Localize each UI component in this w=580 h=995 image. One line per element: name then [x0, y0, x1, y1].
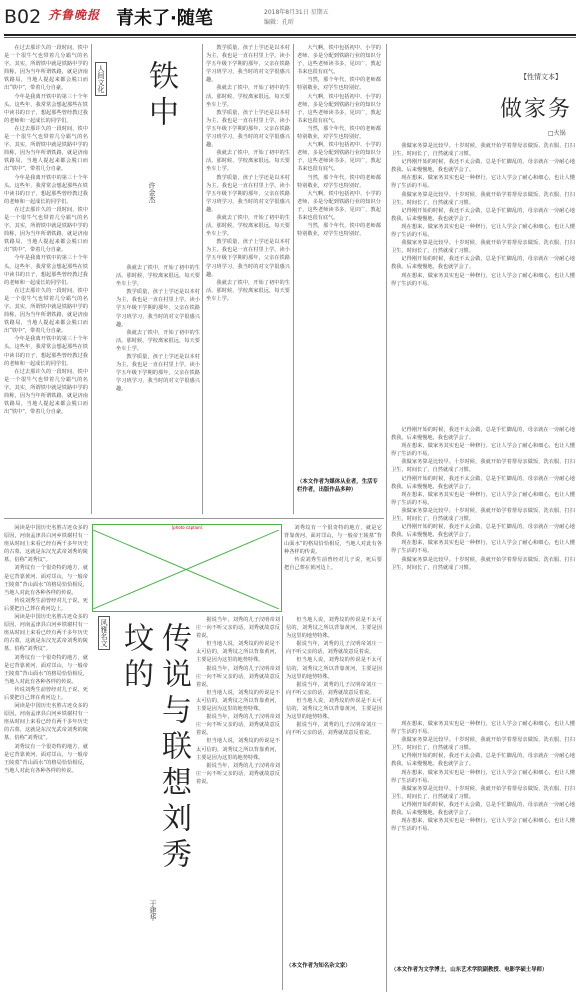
iron-title: 铁中	[143, 60, 178, 132]
header-rule	[4, 34, 576, 36]
liu-author: 于建华	[149, 900, 157, 921]
iron-col-1: 在过去那许久的一段时间，铁中是一个很牛气也带着几分霸气的名字。其实，所谓铁中就是铁路中学的简称，因为当年所谓铁路，就是济南铁路局，当地人提起来都会脱口而出“铁中”，带着几分自豪。 今年是我离开铁中的第三十个年头。这些年，我常常会想起那些在铁中读书的日子，想起那些曾经教过我的老师和一起成长的同学们。 在过去那许久的一段时间，铁中是一个很牛气也带着几分霸气的名字。其实，所谓铁中就是铁路中学的简称，因为当年所谓铁路，就是济南铁路局，当地人提起来都会脱口而出“铁中”，带着几分自豪。 今年是我离开铁中的第三十个年头。这些年，我常常会想起那些在铁中读书的日子，想起那些曾经教过我的老师和一起成长的同学们。 在过去那许久的一段时间，铁中是一个很牛气也带着几分霸气的名字。其实，所谓铁中就是铁路中学的简称，因为当年所谓铁路，就是济南铁路局，当地人提起来都会脱口而出“铁中”，带着几分自豪。 今年是我离开铁中的第三十个年头。这些年，我常常会想起那些在铁中读书的日子，想起那些曾经教过我的老师和一起成长的同学们。 在过去那许久的一段时间，铁中是一个很牛气也带着几分霸气的名字。其实，所谓铁中就是铁路中学的简称，因为当年所谓铁路，就是济南铁路局，当地人提起来都会脱口而出“铁中”，带着几分自豪。 今年是我离开铁中的第三十个年头。这些年，我常常会想起那些在铁中读书的日子，想起那些曾经教过我的老师和一起成长的同学们。 在过去那许久的一段时间，铁中是一个很牛气也带着几分霸气的名字。其实，所谓铁中就是铁路中学的简称，因为当年所谓铁路，就是济南铁路局，当地人提起来都会脱口而出“铁中”，带着几分自豪。	[4, 45, 88, 416]
house-author-note: （本文作者为文学博士，山东艺术学院副教授、电影学硕士导师）	[391, 967, 548, 973]
liu-title-block	[114, 622, 194, 892]
section-title: 青未了·随笔	[116, 8, 213, 29]
editor-credit: 编辑：孔昕	[264, 19, 295, 26]
iron-tag: 人间文化	[95, 62, 107, 96]
iron-author: 许金杰	[148, 182, 156, 203]
liu-col-2: 刘秀坟有一个很奇特的地方，就是它背靠黄河、面对邙山，与一般帝王陵墓“背山面水”的格局恰恰相反，当地人对此有各种各样的传说。 传说刘秀生前曾经对儿子说，死后要把自己葬在黄河边上。	[284, 525, 382, 572]
iron-col-3: 教学质量，孩子上学还是以本村为主，我也是一直在村里上学。读小学五年级下学期的那年，父亲在铁路学习班学习，我当时的对文学很感兴趣。 我就去了铁中，开始了初中的生活。那时候，学校离家很远，每天要坐车上学。 教学质量，孩子上学还是以本村为主，我也是一直在村里上学。读小学五年级下学期的那年，父亲在铁路学习班学习，我当时的对文学很感兴趣。 我就去了铁中，开始了初中的生活。那时候，学校离家很远，每天要坐车上学。 教学质量，孩子上学还是以本村为主，我也是一直在村里上学。读小学五年级下学期的那年，父亲在铁路学习班学习，我当时的对文学很感兴趣。 我就去了铁中，开始了初中的生活。那时候，学校离家很远，每天要坐车上学。 教学质量，孩子上学还是以本村为主，我也是一直在村里上学。读小学五年级下学期的那年，父亲在铁路学习班学习，我当时的对文学很感兴趣。 我就去了铁中，开始了初中的生活。那时候，学校离家很远，每天要坐车上学。	[206, 45, 290, 302]
liu-col-3: 据说当年，刘秀的儿子汉明帝刘庄一向不听父亲的话，刘秀就故意反着说。 但当地人说，刘秀坟的传说是不太可信的，刘秀坟之所以背靠黄河，主要是因为这里的地势特殊。 据说当年，刘秀的儿子汉明帝刘庄一向不听父亲的话，刘秀就故意反着说。 但当地人说，刘秀坟的传说是不太可信的，刘秀坟之所以背靠黄河，主要是因为这里的地势特殊。 据说当年，刘秀的儿子汉明帝刘庄一向不听父亲的话，刘秀就故意反着说。 但当地人说，刘秀坟的传说是不太可信的，刘秀坟之所以背靠黄河，主要是因为这里的地势特殊。 据说当年，刘秀的儿子汉明帝刘庄一向不听父亲的话，刘秀就故意反着说。	[196, 617, 280, 785]
page-number: B02	[4, 6, 42, 28]
header-rule-thin	[4, 37, 576, 38]
photo-caption: [photo caption]	[171, 525, 203, 530]
iron-col-2: 我就去了铁中，开始了初中的生活。那时候，学校离家很远，每天要坐车上学。 教学质量，孩子上学还是以本村为主，我也是一直在村里上学。读小学五年级下学期的那年，父亲在铁路学习班学习，我当时的对文学很感兴趣。 我就去了铁中，开始了初中的生活。那时候，学校离家很远，每天要坐车上学。 教学质量，孩子上学还是以本村为主，我也是一直在村里上学。读小学五年级下学期的那年，父亲在铁路学习班学习，我当时的对文学很感兴趣。	[116, 265, 200, 393]
liu-col-4: 但当地人说，刘秀坟的传说是不太可信的，刘秀坟之所以背靠黄河，主要是因为这里的地势特殊。 据说当年，刘秀的儿子汉明帝刘庄一向不听父亲的话，刘秀就故意反着说。 但当地人说，刘秀坟的传说是不太可信的，刘秀坟之所以背靠黄河，主要是因为这里的地势特殊。 据说当年，刘秀的儿子汉明帝刘庄一向不听父亲的话，刘秀就故意反着说。 但当地人说，刘秀坟的传说是不太可信的，刘秀坟之所以背靠黄河，主要是因为这里的地势特殊。 据说当年，刘秀的儿子汉明帝刘庄一向不听父亲的话，刘秀就故意反着说。	[286, 617, 382, 737]
photo-cross	[93, 530, 279, 609]
house-author: □火锅	[548, 130, 566, 137]
liu-col-1: 闲读是中国历史名胜古迹众多的原因，河南孟津县白河乡铁谢村有一座从时间上来看已经有两千多年历史的古墓，这就是东汉光武帝刘秀的陵墓，俗称“刘秀坟”。 刘秀坟有一个很奇特的地方，就是它背靠黄河、面对邙山，与一般帝王陵墓“背山面水”的格局恰恰相反，当地人对此有各种各样的传说。 传说刘秀生前曾经对儿子说，死后要把自己葬在黄河边上。 闲读是中国历史名胜古迹众多的原因，河南孟津县白河乡铁谢村有一座从时间上来看已经有两千多年历史的古墓，这就是东汉光武帝刘秀的陵墓，俗称“刘秀坟”。 刘秀坟有一个很奇特的地方，就是它背靠黄河、面对邙山，与一般帝王陵墓“背山面水”的格局恰恰相反，当地人对此有各种各样的传说。 传说刘秀生前曾经对儿子说，死后要把自己葬在黄河边上。 闲读是中国历史名胜古迹众多的原因，河南孟津县白河乡铁谢村有一座从时间上来看已经有两千多年历史的古墓，这就是东汉光武帝刘秀的陵墓，俗称“刘秀坟”。 刘秀坟有一个很奇特的地方，就是它背靠黄河、面对邙山，与一般帝王陵墓“背山面水”的格局恰恰相反，当地人对此有各种各样的传说。	[4, 525, 88, 774]
iron-author-note: （本文作者为媒体从业者，生活专栏作者，出版作品多种）	[297, 479, 378, 493]
house-body-1: 我做家务算是比较早。十岁时候，我就开始学着帮母亲做饭、洗衣服、打扫卫生，时间长了，自然就成了习惯。 记得刚开始的时候，我还不太会做，总是手忙脚乱的，母亲就在一旁耐心地教我。后来慢慢地，我也就学会了。 现在想来，做家务其实也是一种修行，它让人学会了耐心和细心，也让人懂得了生活的不易。 我做家务算是比较早。十岁时候，我就开始学着帮母亲做饭、洗衣服、打扫卫生，时间长了，自然就成了习惯。 记得刚开始的时候，我还不太会做，总是手忙脚乱的，母亲就在一旁耐心地教我。后来慢慢地，我也就学会了。 现在想来，做家务其实也是一种修行，它让人学会了耐心和细心，也让人懂得了生活的不易。 我做家务算是比较早。十岁时候，我就开始学着帮母亲做饭、洗衣服、打扫卫生，时间长了，自然就成了习惯。 记得刚开始的时候，我还不太会做，总是手忙脚乱的，母亲就在一旁耐心地教我。后来慢慢地，我也就学会了。 现在想来，做家务其实也是一种修行，它让人学会了耐心和细心，也让人懂得了生活的不易。	[391, 143, 575, 287]
newspaper-logo: 齐鲁晚报	[48, 8, 101, 22]
iron-col-4: 大气啊，铁中包括初中、小学的老师，多是分配到铁路行业的知识分子，这些老师读书多，见识广，教起书来也很有底气。 当然，那个年代，铁中的老师都特别敬业，对学生也特别好。 大气啊，铁中包括初中、小学的老师，多是分配到铁路行业的知识分子，这些老师读书多，见识广，教起书来也很有底气。 当然，那个年代，铁中的老师都特别敬业，对学生也特别好。 大气啊，铁中包括初中、小学的老师，多是分配到铁路行业的知识分子，这些老师读书多，见识广，教起书来也很有底气。 当然，那个年代，铁中的老师都特别敬业，对学生也特别好。 大气啊，铁中包括初中、小学的老师，多是分配到铁路行业的知识分子，这些老师读书多，见识广，教起书来也很有底气。 当然，那个年代，铁中的老师都特别敬业，对学生也特别好。	[297, 45, 381, 238]
issue-date: 2018年8月31日 星期五	[264, 9, 329, 16]
house-body-2: 记得刚开始的时候，我还不太会做，总是手忙脚乱的，母亲就在一旁耐心地教我。后来慢慢地，我也就学会了。 现在想来，做家务其实也是一种修行，它让人学会了耐心和细心，也让人懂得了生活的不易。 我做家务算是比较早。十岁时候，我就开始学着帮母亲做饭、洗衣服、打扫卫生，时间长了，自然就成了习惯。 记得刚开始的时候，我还不太会做，总是手忙脚乱的，母亲就在一旁耐心地教我。后来慢慢地，我也就学会了。 现在想来，做家务其实也是一种修行，它让人学会了耐心和细心，也让人懂得了生活的不易。 我做家务算是比较早。十岁时候，我就开始学着帮母亲做饭、洗衣服、打扫卫生，时间长了，自然就成了习惯。 记得刚开始的时候，我还不太会做，总是手忙脚乱的，母亲就在一旁耐心地教我。后来慢慢地，我也就学会了。 现在想来，做家务其实也是一种修行，它让人学会了耐心和细心，也让人懂得了生活的不易。 我做家务算是比较早。十岁时候，我就开始学着帮母亲做饭、洗衣服、打扫卫生，时间长了，自然就成了习惯。	[391, 427, 575, 571]
house-title: 做家务	[500, 97, 573, 122]
house-tag: 【性情文本】	[520, 73, 562, 81]
liu-title: 传说与联想刘秀坟的	[118, 622, 191, 874]
house-body-3: 现在想来，做家务其实也是一种修行，它让人学会了耐心和细心，也让人懂得了生活的不易。 我做家务算是比较早。十岁时候，我就开始学着帮母亲做饭、洗衣服、打扫卫生，时间长了，自然就成了习惯。 记得刚开始的时候，我还不太会做，总是手忙脚乱的，母亲就在一旁耐心地教我。后来慢慢地，我也就学会了。 现在想来，做家务其实也是一种修行，它让人学会了耐心和细心，也让人懂得了生活的不易。 我做家务算是比较早。十岁时候，我就开始学着帮母亲做饭、洗衣服、打扫卫生，时间长了，自然就成了习惯。 记得刚开始的时候，我还不太会做，总是手忙脚乱的，母亲就在一旁耐心地教我。后来慢慢地，我也就学会了。 现在想来，做家务其实也是一种修行，它让人学会了耐心和细心，也让人懂得了生活的不易。	[391, 721, 575, 833]
photo-placeholder	[92, 524, 282, 612]
liu-tag: 风雅名文	[98, 616, 110, 650]
liu-author-note: （本文作者为知名杂文家）	[286, 963, 351, 969]
